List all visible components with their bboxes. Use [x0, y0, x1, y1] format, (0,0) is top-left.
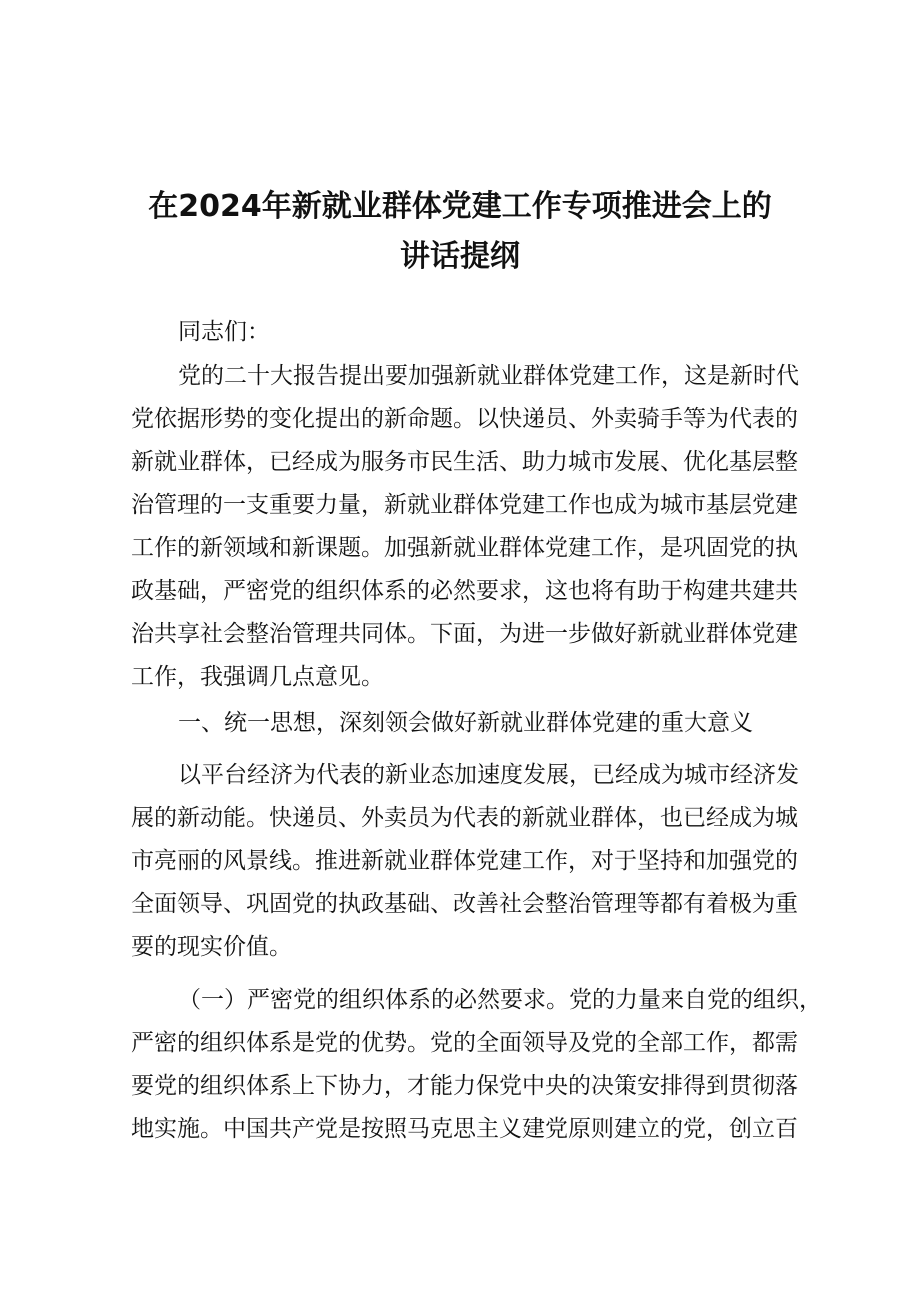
paragraph-line: 政基础，严密党的组织体系的必然要求，这也将有助于构建共建共	[131, 578, 798, 604]
paragraph-line: 要的现实价值。	[131, 934, 292, 960]
paragraph-line: 严密的组织体系是党的优势。党的全面领导及党的全部工作，都需	[131, 1030, 798, 1056]
salutation: 同志们：	[178, 319, 270, 345]
paragraph-line: 全面领导、巩固党的执政基础、改善社会整治管理等都有着极为重	[131, 891, 798, 917]
paragraph-line: 市亮丽的风景线。推进新就业群体党建工作，对于坚持和加强党的	[131, 848, 798, 874]
paragraph-line: 工作，我强调几点意见。	[131, 664, 384, 690]
document-title-line-2: 讲话提纲	[400, 239, 520, 274]
paragraph-line: 治共享社会整治管理共同体。下面，为进一步做好新就业群体党建	[131, 621, 798, 647]
paragraph-line: 新就业群体，已经成为服务市民生活、助力城市发展、优化基层整	[131, 449, 798, 475]
paragraph-line: 党的二十大报告提出要加强新就业群体党建工作，这是新时代	[178, 363, 799, 389]
paragraph-line: 地实施。中国共产党是按照马克思主义建党原则建立的党，创立百	[131, 1116, 798, 1142]
paragraph-line: 工作的新领域和新课题。加强新就业群体党建工作，是巩固党的执	[131, 535, 798, 561]
subsection-line: （一）严密党的组织体系的必然要求。党的力量来自党的组织，	[178, 987, 822, 1013]
paragraph-line: 党依据形势的变化提出的新命题。以快递员、外卖骑手等为代表的	[131, 406, 798, 432]
paragraph-line: 以平台经济为代表的新业态加速度发展，已经成为城市经济发	[178, 762, 799, 788]
section-heading: 一、统一思想，深刻领会做好新就业群体党建的重大意义	[178, 710, 753, 736]
paragraph-line: 展的新动能。快递员、外卖员为代表的新就业群体，也已经成为城	[131, 805, 798, 831]
document-title-line-1: 在2024年新就业群体党建工作专项推进会上的	[148, 189, 772, 224]
paragraph-line: 治管理的一支重要力量，新就业群体党建工作也成为城市基层党建	[131, 492, 798, 518]
paragraph-line: 要党的组织体系上下协力，才能力保党中央的决策安排得到贯彻落	[131, 1073, 798, 1099]
